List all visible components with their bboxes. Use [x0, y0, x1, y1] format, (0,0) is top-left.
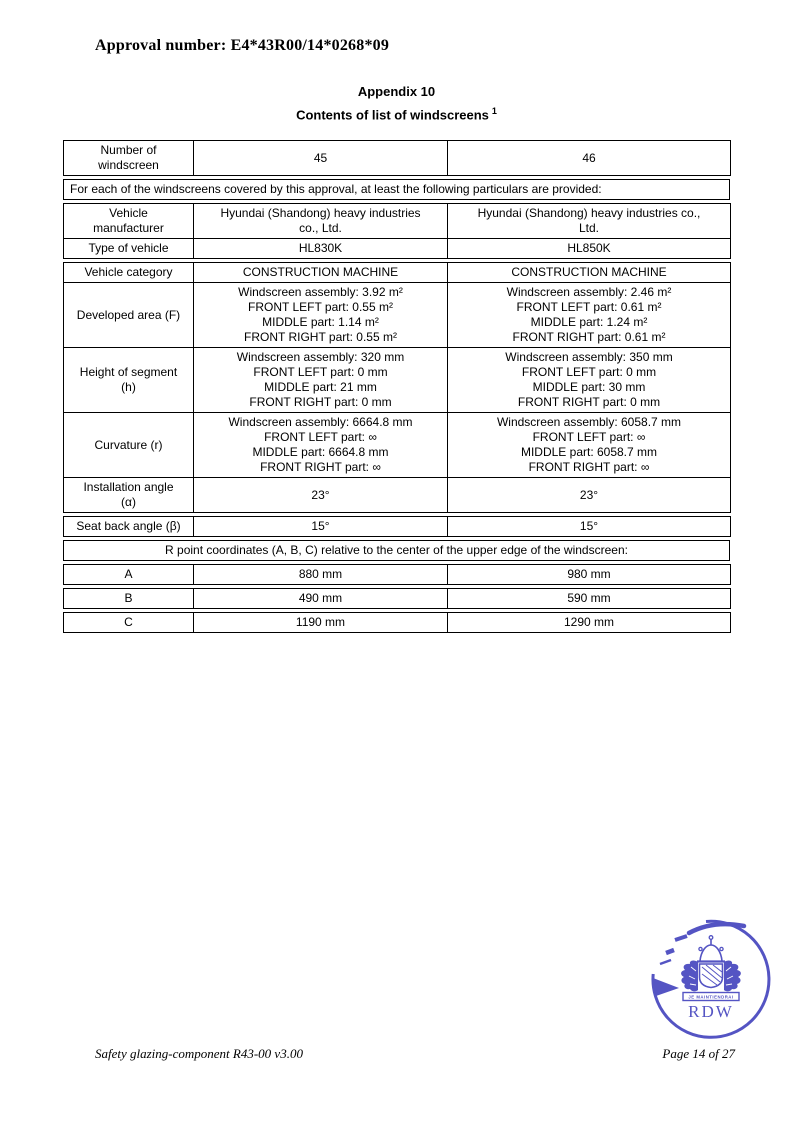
- row-label: C: [64, 613, 194, 633]
- value-line: MIDDLE part: 1.14 m²: [262, 315, 379, 329]
- row-label: Seat back angle (β): [64, 517, 194, 537]
- value-line: FRONT LEFT part: 0 mm: [253, 365, 388, 379]
- cell-developed-area-46: [448, 283, 731, 348]
- value-line: co., Ltd.: [299, 221, 342, 235]
- windscreen-table: [63, 140, 730, 636]
- block-main-particulars: [63, 262, 731, 513]
- cell-segment-height-45: [194, 348, 448, 413]
- value-line: FRONT RIGHT part: ∞: [528, 460, 650, 474]
- value-line: FRONT RIGHT part: 0 mm: [249, 395, 392, 409]
- motto-text: JE MAINTIENDRAI: [688, 994, 734, 1000]
- lion-right-icon: [724, 961, 741, 992]
- value-line: FRONT RIGHT part: 0 mm: [517, 395, 661, 409]
- label-line: Height of segment: [79, 365, 178, 379]
- approval-label: Approval number:: [95, 37, 227, 54]
- cell-coord-c-45: 1190 mm: [194, 613, 448, 633]
- appendix-title: Appendix 10: [357, 84, 436, 99]
- block-intro-note: [63, 179, 730, 200]
- label-line: Vehicle: [109, 206, 148, 220]
- value-line: FRONT RIGHT part: 0.61 m²: [512, 330, 666, 344]
- row-label: [64, 348, 194, 413]
- cell-vehicle-type-46: HL850K: [448, 239, 731, 259]
- value-line: Windscreen assembly: 320 mm: [236, 350, 405, 364]
- row-label: [64, 478, 194, 513]
- r-point-note: R point coordinates (A, B, C) relative to the center of the upper edge of the windscreen:: [64, 541, 730, 561]
- value-line: MIDDLE part: 30 mm: [532, 380, 646, 394]
- value-line: Ltd.: [578, 221, 599, 235]
- cell-developed-area-45: [194, 283, 448, 348]
- table-row: [64, 541, 730, 561]
- subtitle-text: Contents of list of windscreens: [296, 107, 489, 123]
- crown-icon: [697, 936, 725, 962]
- block-manufacturer-type: [63, 203, 731, 259]
- cell-coord-a-45: 880 mm: [194, 565, 448, 585]
- value-line: FRONT RIGHT part: 0.55 m²: [244, 330, 397, 344]
- table-row: [64, 239, 731, 259]
- label-line: Number of: [100, 143, 157, 157]
- footer-page-number: Page 14 of 27: [662, 1046, 735, 1061]
- table-row: [64, 565, 731, 585]
- value-line: FRONT LEFT part: 0 mm: [521, 365, 657, 379]
- value-line: MIDDLE part: 21 mm: [264, 380, 377, 394]
- label-line: (α): [121, 495, 136, 509]
- label-line: Installation angle: [83, 480, 174, 494]
- value-line: FRONT RIGHT part: ∞: [260, 460, 381, 474]
- lion-left-icon: [681, 961, 698, 992]
- cell-installation-angle-45: 23°: [194, 478, 448, 513]
- approval-number: E4*43R00/14*0268*09: [230, 37, 390, 54]
- cell-category-45: CONSTRUCTION MACHINE: [194, 263, 448, 283]
- value-line: MIDDLE part: 1.24 m²: [530, 315, 648, 329]
- block-coordinate-c: [63, 612, 731, 633]
- cell-manufacturer-46: [448, 204, 731, 239]
- cell-curvature-45: [194, 413, 448, 478]
- intro-note: For each of the windscreens covered by this approval, at least the following particulars are provided:: [64, 180, 730, 200]
- row-label: Vehicle category: [64, 263, 194, 283]
- footer-document-reference: Safety glazing-component R43-00 v3.00: [95, 1046, 303, 1061]
- row-label: Curvature (r): [64, 413, 194, 478]
- document-subtitle: [0, 106, 793, 122]
- value-line: FRONT LEFT part: ∞: [532, 430, 646, 444]
- cell-segment-height-46: [448, 348, 731, 413]
- table-row: [64, 180, 730, 200]
- block-number-of-windscreen: [63, 140, 731, 176]
- cell-coord-b-45: 490 mm: [194, 589, 448, 609]
- cell-vehicle-type-45: HL830K: [194, 239, 448, 259]
- block-seat-back-angle: [63, 516, 731, 537]
- cell-coord-a-46: 980 mm: [448, 565, 731, 585]
- row-label: A: [64, 565, 194, 585]
- table-row: [64, 413, 731, 478]
- cell-manufacturer-45: [194, 204, 448, 239]
- table-row: [64, 263, 731, 283]
- table-row: [64, 478, 731, 513]
- row-label: Developed area (F): [64, 283, 194, 348]
- block-coordinate-b: [63, 588, 731, 609]
- table-row: [64, 589, 731, 609]
- speed-wedge: [653, 978, 679, 996]
- cell-seat-back-angle-46: 15°: [448, 517, 731, 537]
- value-line: Windscreen assembly: 6664.8 mm: [228, 415, 413, 429]
- value-line: FRONT LEFT part: 0.61 m²: [516, 300, 662, 314]
- approval-number-line: [95, 37, 389, 55]
- label-line: manufacturer: [93, 221, 164, 235]
- block-r-point-note: [63, 540, 730, 561]
- cell-installation-angle-46: 23°: [448, 478, 731, 513]
- label-line: (h): [121, 380, 136, 394]
- table-row: [64, 283, 731, 348]
- row-label: Type of vehicle: [64, 239, 194, 259]
- block-coordinate-a: [63, 564, 731, 585]
- table-row: [64, 517, 731, 537]
- cell-windscreen-number-46: 46: [448, 141, 731, 176]
- value-line: Hyundai (Shandong) heavy industries: [220, 206, 421, 220]
- cell-category-46: CONSTRUCTION MACHINE: [448, 263, 731, 283]
- table-row: [64, 204, 731, 239]
- rdw-label: RDW: [688, 1002, 734, 1021]
- table-row: [64, 348, 731, 413]
- cell-coord-b-46: 590 mm: [448, 589, 731, 609]
- value-line: Windscreen assembly: 6058.7 mm: [496, 415, 682, 429]
- value-line: MIDDLE part: 6058.7 mm: [520, 445, 658, 459]
- row-label: [64, 204, 194, 239]
- page-footer: [95, 1046, 735, 1062]
- value-line: FRONT LEFT part: ∞: [264, 430, 377, 444]
- value-line: Hyundai (Shandong) heavy industries co.,: [477, 206, 701, 220]
- rdw-stamp: [647, 916, 773, 1040]
- row-label: B: [64, 589, 194, 609]
- value-line: MIDDLE part: 6664.8 mm: [252, 445, 389, 459]
- subtitle-footnote-ref: 1: [491, 106, 497, 116]
- shield-icon: [700, 964, 723, 988]
- value-line: Windscreen assembly: 2.46 m²: [506, 285, 672, 299]
- value-line: Windscreen assembly: 350 mm: [505, 350, 673, 364]
- cell-coord-c-46: 1290 mm: [448, 613, 731, 633]
- cell-curvature-46: [448, 413, 731, 478]
- label-line: windscreen: [98, 158, 159, 172]
- table-row: [64, 141, 731, 176]
- rdw-stamp-icon: [647, 916, 773, 1040]
- row-label: [64, 141, 194, 176]
- value-line: Windscreen assembly: 3.92 m²: [238, 285, 403, 299]
- cell-windscreen-number-45: 45: [194, 141, 448, 176]
- cell-seat-back-angle-45: 15°: [194, 517, 448, 537]
- table-row: [64, 613, 731, 633]
- value-line: FRONT LEFT part: 0.55 m²: [248, 300, 393, 314]
